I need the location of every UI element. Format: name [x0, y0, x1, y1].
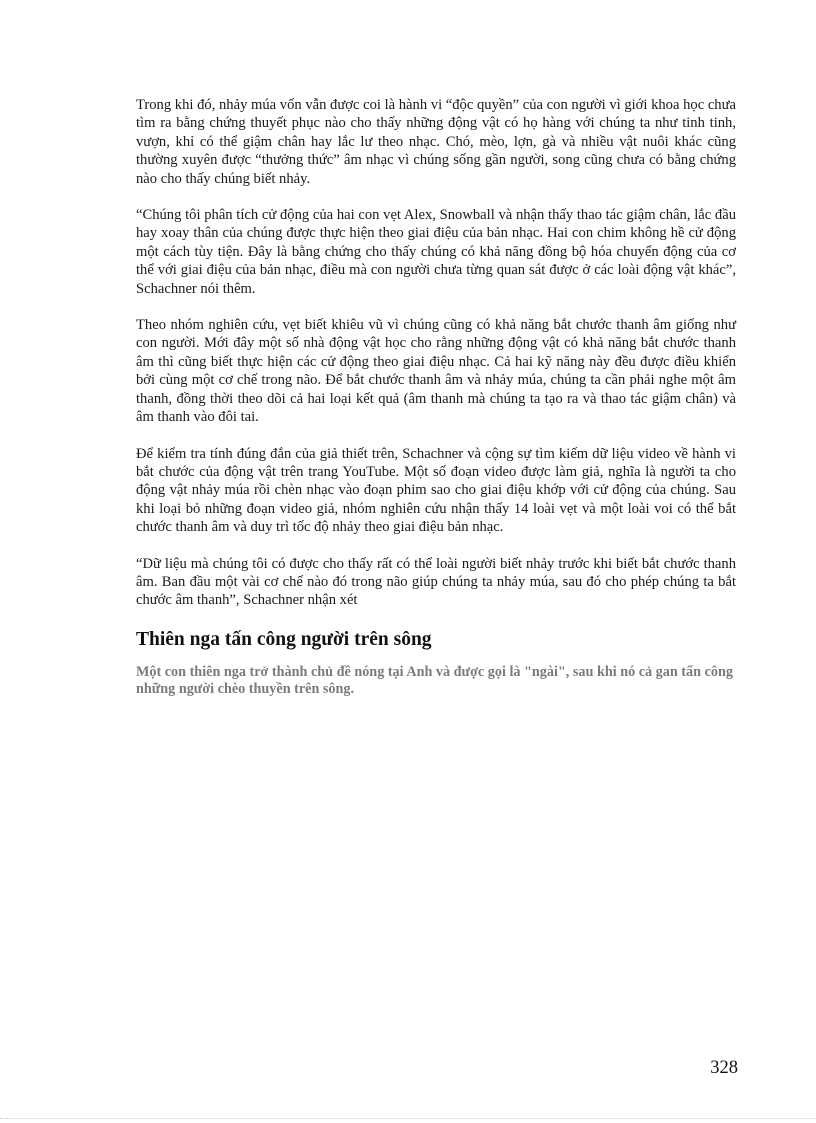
paragraph-3: Theo nhóm nghiên cứu, vẹt biết khiêu vũ vì chúng cũng có khả năng bắt chước thanh âm giống như con người. Mới đây một số nhà động vật học cho rằng những động vật có khả năng bắt chước thanh âm thì cũng biết thực hiện các cử động theo giai điệu nhạc. Cả hai kỹ năng này đều được điều khiển bởi cùng một cơ chế trong não. Để bắt chước thanh âm và nhảy múa, chúng ta cần phải nghe một âm thanh, đồng thời theo dõi cả hai loại kết quả (âm thanh mà chúng ta tạo ra và thao tác giậm chân) và âm thanh vào đôi tai.: [136, 317, 736, 426]
paragraph-1: Trong khi đó, nhảy múa vốn vẫn được coi là hành vi “độc quyền” của con người vì giới khoa học chưa tìm ra bằng chứng thuyết phục nào cho thấy những động vật có họ hàng với chúng ta như tinh tinh, vượn, khỉ có thể giậm chân hay lắc lư theo nhạc. Chó, mèo, lợn, gà và nhiều vật nuôi khác cũng thường xuyên được “thưởng thức” âm nhạc vì chúng sống gần người, song cũng chưa có bằng chứng nào cho thấy chúng biết nhảy.: [136, 97, 736, 187]
paragraph-2: “Chúng tôi phân tích cử động của hai con vẹt Alex, Snowball và nhận thấy thao tác giậm chân, lắc đầu hay xoay thân của chúng được thực hiện theo giai điệu của bản nhạc. Hai con chim không hề cử động một cách tùy tiện. Đây là bằng chứng cho thấy chúng có khả năng đồng bộ hóa chuyển động của cơ thể với giai điệu của bản nhạc, điều mà con người chưa từng quan sát được ở các loài động vật khác”, Schachner nói thêm.: [136, 207, 736, 297]
paragraph-5: “Dữ liệu mà chúng tôi có được cho thấy rất có thể loài người biết nhảy trước khi biết bắt chước thanh âm. Ban đầu một vài cơ chế nào đó trong não giúp chúng ta nhảy múa, sau đó cho phép chúng ta bắt chước âm thanh”, Schachner nhận xét: [136, 555, 736, 609]
paragraph-4: Để kiểm tra tính đúng đắn của giả thiết trên, Schachner và cộng sự tìm kiếm dữ liệu video về hành vi bắt chước của động vật trên trang YouTube. Một số đoạn video được làm giả, nghĩa là người ta cho động vật nhảy múa rồi chèn nhạc vào đoạn phim sao cho giai điệu khớp với cử động của chúng. Sau khi loại bỏ những đoạn video giả, nhóm nghiên cứu nhận thấy 14 loài vẹt và một loài voi có thể bắt chước thanh âm và duy trì tốc độ nhảy theo giai điệu bản nhạc.: [136, 445, 736, 536]
section-lead: Một con thiên nga trở thành chủ đề nóng tại Anh và được gọi là "ngài", sau khi nó cả gan tấn công những người chèo thuyền trên sông.: [136, 663, 733, 698]
page-bottom-divider: [0, 1118, 816, 1119]
section-heading: Thiên nga tấn công người trên sông: [136, 628, 432, 650]
article-body: [136, 96, 736, 699]
page-number: 328: [710, 1058, 738, 1078]
